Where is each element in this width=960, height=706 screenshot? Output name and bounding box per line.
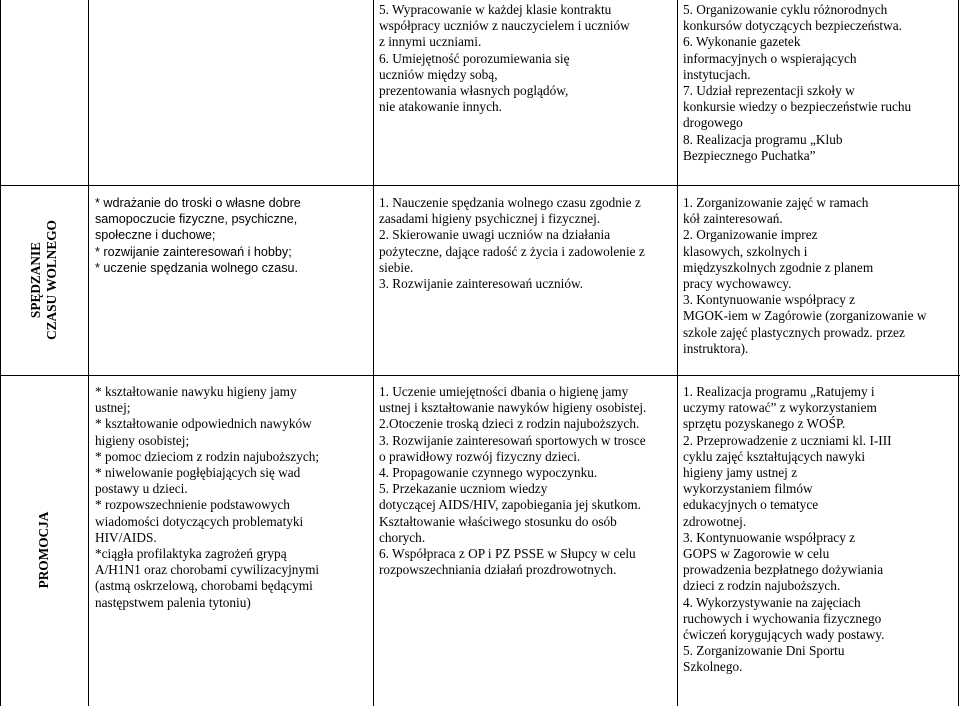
- text-line: 4. Wykorzystywanie na zajęciach: [683, 594, 861, 610]
- text-line: * kształtowanie odpowiednich nawyków: [95, 416, 312, 432]
- text-line: z innymi uczniami.: [379, 34, 482, 50]
- text-line: następstwem palenia tytoniu): [95, 594, 251, 610]
- text-line: * kształtowanie nawyku higieny jamy: [95, 384, 297, 399]
- text-line: dzieci z rodzin najuboższych.: [683, 578, 841, 594]
- text-line: cyklu zajęć kształtujących nawyki: [683, 448, 866, 464]
- text-line: 3. Kontynuowanie współpracy z: [683, 292, 856, 308]
- text-line: MGOK-iem w Zagórowie (zorganizowanie w: [683, 308, 927, 324]
- text-line: instytucjach.: [683, 66, 751, 82]
- text-line: drogowego: [683, 115, 743, 131]
- table-border-left: [0, 0, 1, 706]
- text-line: rozpowszechniania działań prozdrowotnych.: [379, 562, 617, 578]
- text-line: siebie.: [379, 259, 414, 275]
- text-line: instruktora).: [683, 340, 749, 356]
- text-line: 2. Skierowanie uwagi uczniów na działania: [379, 227, 611, 243]
- row1-category-label: [28, 185, 60, 375]
- text-line: * pomoc dzieciom z rodzin najuboższych;: [95, 448, 320, 464]
- text-line: 3. Kontynuowanie współpracy z: [683, 529, 856, 545]
- text-line: uczniów między sobą,: [379, 66, 498, 82]
- row2-col2-cell: [379, 384, 675, 578]
- row2-col1-cell: [95, 384, 371, 611]
- category-label-line: CZASU WOLNEGO: [44, 220, 59, 340]
- text-line: 5. Przekazanie uczniom wiedzy: [379, 481, 548, 497]
- text-line: 6. Współpraca z OP i PZ PSSE w Słupcy w celu: [379, 546, 636, 562]
- table-border-right: [958, 0, 959, 706]
- column-divider: [88, 0, 89, 706]
- text-line: zdrowotnej.: [683, 513, 747, 529]
- text-line: konkursie wiedzy o bezpieczeństwie ruchu: [683, 99, 912, 115]
- row0-col3-cell: [683, 2, 957, 164]
- text-line: szkole zajęć plastycznych prowadz. przez: [683, 324, 905, 340]
- text-line: pracy wychowawcy.: [683, 276, 792, 292]
- row1-col3-cell: [683, 195, 957, 357]
- text-line: ustnej;: [95, 400, 131, 416]
- column-divider: [677, 0, 678, 706]
- text-line: chorych.: [379, 529, 426, 545]
- text-line: uczymy ratować” z wykorzystaniem: [683, 400, 877, 416]
- text-line: 4. Propagowanie czynnego wypoczynku.: [379, 465, 598, 481]
- row2-category-label: [36, 470, 52, 630]
- text-line: ćwiczeń korygujących wady postawy.: [683, 627, 885, 643]
- text-line: HIV/AIDS.: [95, 529, 157, 545]
- text-line: 1. Nauczenie spędzania wolnego czasu zgodnie z: [379, 195, 641, 210]
- row-divider: [0, 375, 960, 376]
- text-line: * rozpowszechnienie podstawowych: [95, 497, 290, 513]
- text-line: 2. Przeprowadzenie z uczniami kl. I-III: [683, 432, 892, 448]
- text-line: pożyteczne, dające radość z życia i zadowolenie z: [379, 243, 645, 259]
- text-line: kół zainteresowań.: [683, 211, 783, 227]
- category-label-line: PROMOCJA: [36, 511, 51, 589]
- row0-col2-cell: [379, 2, 675, 115]
- text-line: 7. Udział reprezentacji szkoły w: [683, 83, 855, 99]
- text-line: postawy u dzieci.: [95, 481, 188, 497]
- text-line: edukacyjnych o tematyce: [683, 497, 819, 513]
- text-line: społeczne i duchowe;: [95, 228, 216, 243]
- text-line: 2. Organizowanie imprez: [683, 227, 818, 243]
- row1-col2-cell: [379, 195, 675, 292]
- text-line: wiadomości dotyczących problematyki: [95, 513, 304, 529]
- text-line: wykorzystaniem filmów: [683, 481, 813, 497]
- text-line: ustnej i kształtowanie nawyków higieny osobistej.: [379, 400, 647, 416]
- text-line: o prawidłowy rozwój fizyczny dzieci.: [379, 448, 581, 464]
- text-line: współpracy uczniów z nauczycielem i uczniów: [379, 18, 630, 34]
- text-line: * rozwijanie zainteresowań i hobby;: [95, 244, 292, 259]
- text-line: 1. Realizacja programu „Ratujemy i: [683, 384, 875, 399]
- text-line: 5. Zorganizowanie Dni Sportu: [683, 643, 845, 659]
- text-line: klasowych, szkolnych i: [683, 243, 808, 259]
- row1-col1-cell: [95, 195, 371, 276]
- text-line: sprzętu pozyskanego z WOŚP.: [683, 416, 846, 432]
- text-line: A/H1N1 oraz chorobami cywilizacyjnymi: [95, 562, 320, 578]
- text-line: * niwelowanie pogłębiających się wad: [95, 465, 301, 481]
- text-line: konkursów dotyczących bezpieczeństwa.: [683, 18, 902, 34]
- text-line: 3. Rozwijanie zainteresowań sportowych w trosce: [379, 432, 646, 448]
- text-line: 5. Organizowanie cyklu różnorodnych: [683, 2, 888, 17]
- text-line: 1. Zorganizowanie zajęć w ramach: [683, 195, 869, 210]
- text-line: Bezpiecznego Puchatka”: [683, 147, 816, 163]
- text-line: międzyszkolnych zgodnie z planem: [683, 259, 874, 275]
- text-line: informacyjnych o wspierających: [683, 50, 857, 66]
- text-line: 5. Wypracowanie w każdej klasie kontraktu: [379, 2, 612, 17]
- text-line: nie atakowanie innych.: [379, 99, 502, 115]
- text-line: 2.Otoczenie troską dzieci z rodzin najuboższych.: [379, 416, 640, 432]
- text-line: 8. Realizacja programu „Klub: [683, 131, 843, 147]
- text-line: 1. Uczenie umiejętności dbania o higienę jamy: [379, 384, 629, 399]
- text-line: ruchowych i wychowania fizycznego: [683, 610, 882, 626]
- text-line: Szkolnego.: [683, 659, 743, 675]
- text-line: (astmą oskrzelową, chorobami będącymi: [95, 578, 313, 594]
- text-line: samopoczucie fizyczne, psychiczne,: [95, 212, 298, 227]
- column-divider: [373, 0, 374, 706]
- text-line: higieny osobistej;: [95, 432, 190, 448]
- text-line: 6. Umiejętność porozumiewania się: [379, 50, 570, 66]
- text-line: higieny jamy ustnej z: [683, 465, 798, 481]
- row-divider: [0, 185, 960, 186]
- text-line: 6. Wykonanie gazetek: [683, 34, 801, 50]
- text-line: dotyczącej AIDS/HIV, zapobiegania jej skutkom.: [379, 497, 641, 513]
- row2-col3-cell: [683, 384, 957, 676]
- text-line: * wdrażanie do troski o własne dobre: [95, 196, 301, 210]
- text-line: *ciągła profilaktyka zagrożeń grypą: [95, 546, 287, 562]
- category-label-line: SPĘDZANIE: [28, 241, 43, 319]
- text-line: GOPS w Zagorowie w celu: [683, 546, 830, 562]
- text-line: Kształtowanie właściwego stosunku do osób: [379, 513, 617, 529]
- text-line: prezentowania własnych poglądów,: [379, 83, 569, 99]
- text-line: * uczenie spędzania wolnego czasu.: [95, 260, 299, 275]
- text-line: zasadami higieny psychicznej i fizycznej.: [379, 211, 601, 227]
- text-line: 3. Rozwijanie zainteresowań uczniów.: [379, 276, 584, 292]
- text-line: prowadzenia bezpłatnego dożywiania: [683, 562, 884, 578]
